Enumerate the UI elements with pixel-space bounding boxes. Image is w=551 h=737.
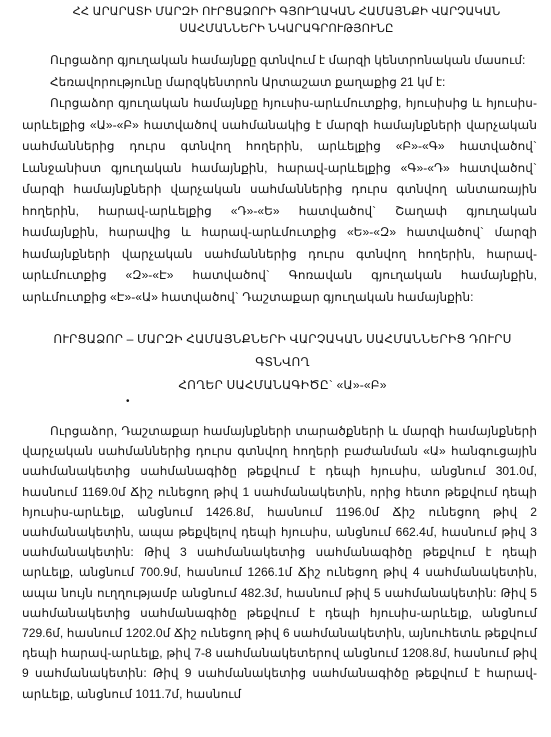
title-line-1: ՀՀ ԱՐԱՐԱՏԻ ՄԱՐԶԻ ՈՒՐՑԱՁՈՐԻ ԳՅՈՒՂԱԿԱՆ ՀԱՄԱՅՆՔԻ ՎԱՐՉԱԿԱՆ <box>72 6 501 18</box>
section-heading <box>28 328 537 397</box>
stray-mark: • <box>126 396 130 407</box>
title-line-2: ՍԱՀՄԱՆՆԵՐԻ ՆԿԱՐԱԳՐՈՒԹՅՈՒՆԸ <box>179 23 394 35</box>
section-heading-line-1: ՈՒՐՑԱՁՈՐ – ՄԱՐԶԻ ՀԱՄԱՅՆՔՆԵՐԻ ՎԱՐՉԱԿԱՆ ՍԱՀՄԱՆՆԵՐԻՑ ԴՈՒՐՍ ԳՏՆՎՈՂ <box>53 332 512 369</box>
paragraph-location: Ուրցաձոր գյուղական համայնքը գտնվում է մարզի կենտրոնական մասում: <box>50 53 526 67</box>
document-title <box>36 4 537 38</box>
section-heading-line-2: ՀՈՂԵՐ ՍԱՀՄԱՆԱԳԻԾԸ` «Ա»-«Բ» <box>178 378 387 392</box>
paragraph-distance: Հեռավորությունը մարզկենտրոն Արտաշատ քաղաքից 21 կմ է: <box>50 74 446 89</box>
paragraph-borders: Ուրցաձոր գյուղական համայնքը հյուսիս-արևմուտքից, հյուսիսից և հյուսիս-արևելքից «Ա»-«Բ» հատվածով սահմանակից է մարզի համայնքների վարչական սահմաններից դուրս գտնվող հողերին, արևելքից «Բ»-«Գ» հատվածով` Լանջանիստ գյուղական համայնքին, հարավ-արևելքից «Գ»-«Դ» հատվածով` մարզի համայնքների վարչական սահմաններից դուրս գտնվող անտառային հողերին, հարավ-արևելքից «Դ»-«Ե» հատվածով` Շաղափ գյուղական համայնքին, հարավից և հարավ-արևմուտքից «Ե»-«Զ» հատվածով` մարզի համայնքների վարչական սահմաններից դուրս գտնվող հողերին, հարավ-արևմուտքից «Զ»-«Է» հատվածով` Գոռավան գյուղական համայնքին, արևմուտքից «Է»-«Ա» հատվածով` Դաշտաքար գյուղական համայնքին: <box>22 96 537 304</box>
paragraph-boundary-description: Ուրցաձոր, Դաշտաքար համայնքների տարածքների և մարզի համայնքների վարչական սահմաններից դուրս գտնվող հողերի բաժանման «Ա» հանգուցային սահմանակետից սահմանագիծը թեքվում է դեպի հյուսիս, անցնում 301.0մ, հասնում 1169.0մ Ճիշ ունեցող թիվ 1 սահմանակետին, որից հետո թեքվում դեպի հյուսիս-արևելք, անցնում 1426.8մ, հասնում 1196.0մ Ճիշ ունեցող թիվ 2 սահմանակետին, ապա թեքվելով դեպի հյուսիս, անցնում 662.4մ, հասնում թիվ 3 սահմանակետին: Թիվ 3 սահմանակետից սահմանագիծը թեքվում է դեպի արևելք, անցնում 700.9մ, հասնում 1266.1մ Ճիշ ունեցող թիվ 4 սահմանակետին, ապա նույն ուղղությամբ անցնում 482.3մ, հասնում թիվ 5 սահմանակետին: Թիվ 5 սահմանակետից սահմանագիծը թեքվում է դեպի հյուսիս-արևելք, անցնում 729.6մ, հասնում 1202.0մ Ճիշ ունեցող թիվ 6 սահմանակետին, այնուհետև թեքվում դեպի հարավ-արևելք, թիվ 7-8 սահմանակետերով անցնում 1208.8մ, հասնում թիվ 9 սահմանակետին: Թիվ 9 սահմանակետից սահմանագիծը թեքվում է հարավ-արևելք, անցնում 1011.7մ, հասնում <box>22 424 537 701</box>
